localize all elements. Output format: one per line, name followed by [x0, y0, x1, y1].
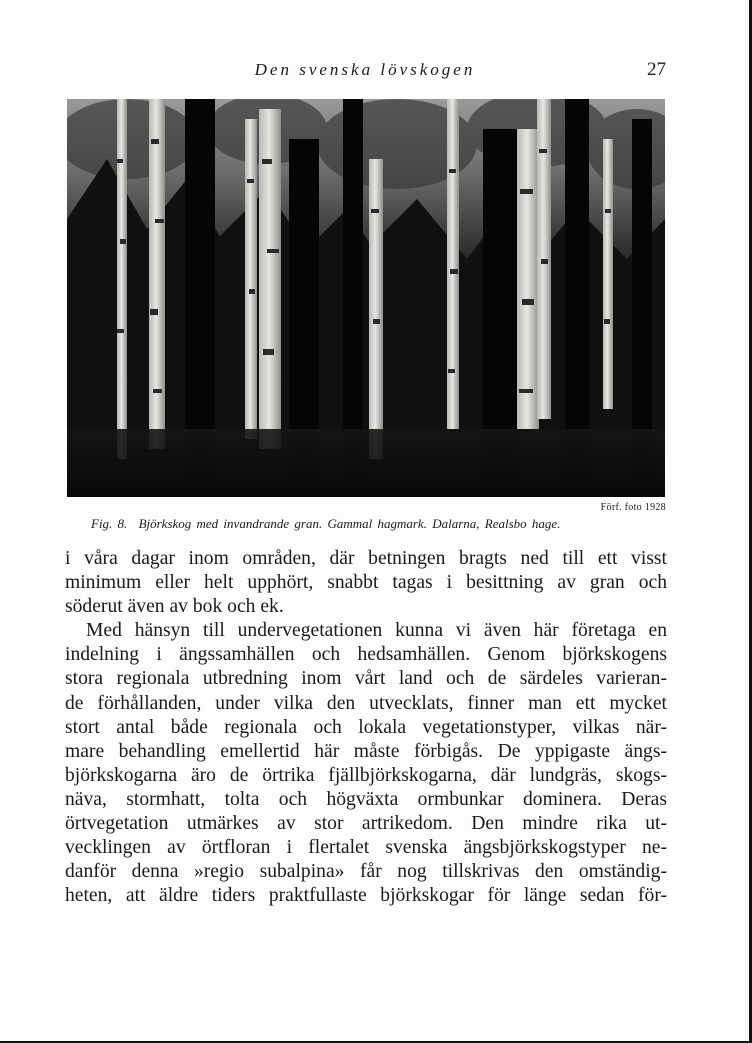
running-title: Den svenska lövskogen [254, 60, 476, 79]
caption-text: Björkskog med invandrande gran. Gammal hagmark. Dalarna, Realsbo hage. [138, 516, 561, 531]
text-line: indelning i ängssamhällen och hedsamhällen. Genom björkskogens [65, 644, 667, 666]
text-line: björkskogarna äro de örtrika fjällbjörkskogarna, där lundgräs, skogs- [65, 764, 667, 786]
text-line: vecklingen av örtfloran i flertalet svenska ängsbjörkskogstyper ne- [65, 837, 667, 859]
text-line: heten, att äldre tiders praktfullaste björkskogar för länge sedan för- [65, 885, 667, 907]
page-number: 27 [647, 59, 666, 80]
text-line: de förhållanden, under vilka den utvecklats, finner man ett mycket [65, 692, 667, 714]
text-line: söderut även av bok och ek. [65, 596, 284, 618]
photo-illustration [67, 99, 665, 497]
text-line: minimum eller helt upphört, snabbt tagas i besittning av gran och [65, 572, 667, 594]
figure-caption [67, 516, 665, 532]
text-line: mare behandling emellertid här måste förbigås. De yppigaste ängs- [65, 740, 667, 762]
text-line: danför denna »regio subalpina» får nog tillskrivas den omständig- [65, 861, 667, 883]
text-line: stora regionala utbredning inom vårt land och de särdeles varieran- [65, 668, 667, 690]
running-head [0, 60, 752, 86]
text-line: Med hänsyn till undervegetationen kunna vi även här företaga en [86, 620, 667, 642]
body-text [65, 547, 667, 908]
text-line: i våra dagar inom områden, där betningen bragts ned till ett visst [65, 548, 667, 569]
figure-label: Fig. 8. [91, 516, 128, 531]
text-line: näva, stormhatt, tolta och högväxta ormbunkar dominera. Deras [65, 788, 667, 810]
birch-forest-photo [67, 99, 665, 497]
photo-credit: Förf. foto 1928 [600, 502, 666, 513]
text-line: stort antal både regionala och lokala vegetationstyper, vilkas när- [65, 716, 667, 738]
text-line: örtvegetation utmärkes av stor artrikedom. Den mindre rika ut- [65, 813, 667, 835]
